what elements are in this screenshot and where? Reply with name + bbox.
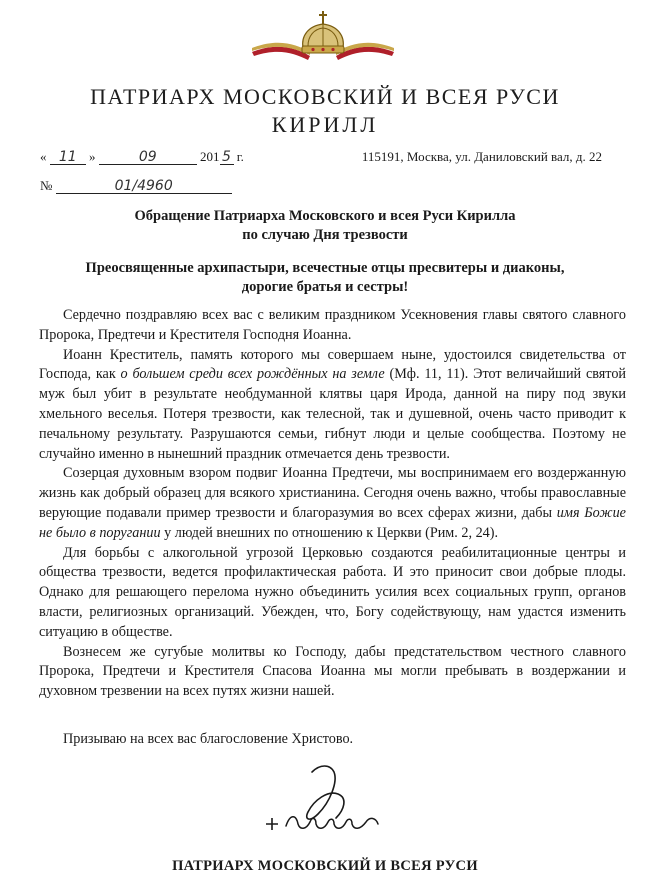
greeting-line-2: дорогие братья и сестры! — [241, 279, 409, 295]
document-title — [0, 207, 650, 245]
sender-address: 115191, Москва, ул. Даниловский вал, д. 22 — [361, 149, 602, 164]
document-number-line — [40, 178, 232, 194]
scripture-quote: имя Божие не было в поругании — [39, 504, 626, 541]
footer-signatory: ПАТРИАРХ МОСКОВСКИЙ И ВСЕЯ РУСИ — [172, 858, 478, 874]
date-quote-close: » — [89, 149, 96, 164]
patriarch-crown-emblem-icon — [248, 8, 398, 64]
handwritten-signature-icon — [260, 758, 400, 840]
number-label: № — [40, 178, 53, 193]
date-year-label: г. — [236, 149, 244, 164]
date-day: 11 — [50, 150, 86, 165]
letter-body — [39, 306, 626, 702]
scripture-quote: о большем среди всех рождённых на земле — [120, 366, 385, 383]
date-quote-open: « — [40, 149, 47, 164]
date-month: 09 — [99, 150, 197, 165]
date-year-prefix: 201 — [200, 149, 220, 164]
greeting-line-1: Преосвященные архипастыри, всечестные отцы пресвитеры и диаконы, — [85, 260, 565, 276]
letterhead-title: ПАТРИАРХ МОСКОВСКИЙ И ВСЕЯ РУСИ — [90, 84, 560, 109]
letterhead-name: КИРИЛЛ — [271, 112, 379, 137]
paragraph-1: Сердечно поздравляю всех вас с великим праздником Усекновения главы святого славного Пророка, Предтечи и Крестителя Господня Иоанна. — [39, 307, 626, 343]
paragraph-3: Созерцая духовным взором подвиг Иоанна Предтечи, мы воспринимаем его воздержанную жизнь как добрый образец для всякого христианина. Сегодня очень важно, чтобы православные верующие подавали пример трезвости и благоразумия во всех сферах жизни, дабы имя Божие не было в поругании у людей внешних по отношению к Церкви (Рим. 2, 24). — [39, 465, 626, 541]
title-line-1: Обращение Патриарха Московского и всея Руси Кирилла — [134, 208, 516, 224]
paragraph-2: Иоанн Креститель, память которого мы совершаем ныне, удостоился свидетельства от Господа, как о большем среди всех рождённых на земле (Мф. 11, 11). Этот величайший святой муж был убит в результате необдуманной клятвы царя Ирода, данной на пиру под звуки хмельного веселья. Потеря трезвости, как телесной, так и душевной, очень часто приводит к печальному результату. Разрушаются семьи, гибнут люди и целые сообщества. Поэтому не случайно именно в нынешний праздник отмечается день трезвости. — [39, 346, 627, 462]
paragraph-5: Вознесем же сугубые молитвы ко Господу, дабы предстательством честного славного Пророка, Предтечи и Крестителя Спасова Иоанна мы могли пребывать в воздержании и духовном трезвении на всех путях жизни нашей. — [39, 643, 626, 700]
greeting — [30, 259, 620, 297]
date-line — [40, 149, 244, 165]
title-line-2: по случаю Дня трезвости — [242, 227, 408, 243]
date-year-suffix: 5 — [220, 150, 234, 165]
document-number: 01/4960 — [56, 179, 232, 194]
paragraph-4: Для борьбы с алкогольной угрозой Церковью создаются реабилитационные центры и общества трезвости, ведется профилактическая работа. И это приносит свои добрые плоды. Однако для решающего перелома нужно объединить усилия всех социальных групп, органов власти, религиозных организаций. Убежден, что, Богу содействующу, нам удастся изменить ситуацию в обществе. — [39, 544, 626, 640]
closing-blessing: Призываю на всех вас благословение Христово. — [63, 731, 354, 747]
